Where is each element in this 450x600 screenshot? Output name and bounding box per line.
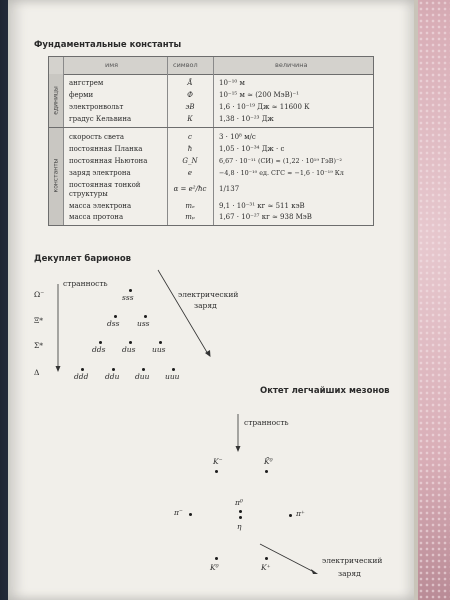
meson-label: K⁻ xyxy=(213,457,223,466)
row-symbol: α = e²/ħc xyxy=(173,185,207,193)
row-value: 9,1 · 10⁻³¹ кг ≈ 511 кэВ xyxy=(219,202,305,210)
row-symbol: mₚ xyxy=(185,213,195,221)
meson-dot xyxy=(239,510,242,513)
particle-label: dus xyxy=(122,345,136,354)
constants-title: Фундаментальные константы xyxy=(34,40,182,50)
octet-title: Октет легчайших мезонов xyxy=(260,386,390,396)
row-symbol: Å xyxy=(187,79,193,87)
particle-label: uss xyxy=(137,319,150,328)
group-label-units: единицы xyxy=(52,86,60,115)
column-header-value: величина xyxy=(275,61,308,69)
particle-dot xyxy=(112,368,115,371)
page-edge xyxy=(414,0,418,600)
row-name: масса протона xyxy=(69,213,124,221)
row-symbol: e xyxy=(187,169,193,177)
particle-dot xyxy=(142,368,145,371)
particle-label: dss xyxy=(107,319,120,328)
meson-label: K̄⁰ xyxy=(264,457,273,466)
column-header-name: имя xyxy=(105,61,119,69)
meson-label: K⁺ xyxy=(261,563,271,572)
row-name: постоянная тонкой xyxy=(69,181,141,189)
book-page xyxy=(8,0,414,600)
octet-strangeness-label: странность xyxy=(244,418,289,427)
meson-dot xyxy=(215,470,218,473)
particle-dot xyxy=(81,368,84,371)
column-header-symbol: символ xyxy=(173,61,198,69)
row-name: постоянная Ньютона xyxy=(69,157,148,165)
meson-label: η xyxy=(237,522,242,531)
particle-label: ddu xyxy=(105,372,120,381)
octet-charge-label: заряд xyxy=(338,569,361,578)
row-symbol: ħ xyxy=(187,145,193,153)
group-label-constants: константы xyxy=(52,158,60,193)
meson-label: π⁺ xyxy=(296,509,305,518)
meson-label: π⁻ xyxy=(174,508,183,517)
row-name: градус Кельвина xyxy=(69,115,132,123)
row-value: 1,38 · 10⁻²³ Дж xyxy=(219,115,274,123)
particle-label: uus xyxy=(152,345,166,354)
meson-label: K⁰ xyxy=(210,563,219,572)
particle-label: ddd xyxy=(74,372,89,381)
meson-dot xyxy=(239,516,242,519)
particle-label: duu xyxy=(135,372,150,381)
particle-dot xyxy=(129,341,132,344)
row-value: 3 · 10⁸ м/с xyxy=(219,133,256,141)
particle-dot xyxy=(159,341,162,344)
meson-dot xyxy=(265,557,268,560)
row-label-delta: Δ xyxy=(34,368,40,377)
particle-label: uuu xyxy=(165,372,180,381)
row-name: ангстрем xyxy=(69,79,104,87)
row-symbol: эВ xyxy=(185,103,195,111)
row-name: масса электрона xyxy=(69,202,132,210)
row-symbol: mₑ xyxy=(185,202,195,210)
particle-dot xyxy=(172,368,175,371)
meson-label: π⁰ xyxy=(235,498,243,507)
meson-dot xyxy=(265,470,268,473)
row-name: электронвольт xyxy=(69,103,124,111)
particle-dot xyxy=(144,315,147,318)
row-name: скорость света xyxy=(69,133,125,141)
row-value: 10⁻¹⁰ м xyxy=(219,79,245,87)
particle-dot xyxy=(99,341,102,344)
meson-dot xyxy=(189,513,192,516)
row-value: 6,67 · 10⁻¹¹ (СИ) ≈ (1,22 · 10¹⁹ ГэВ)⁻² xyxy=(219,157,342,165)
decuplet-strangeness-label: странность xyxy=(63,279,108,288)
row-label-sigma: Σ* xyxy=(34,341,44,350)
row-name: заряд электрона xyxy=(69,169,131,177)
decuplet-charge-label: заряд xyxy=(194,301,217,310)
row-symbol: c xyxy=(188,133,192,141)
row-label-omega: Ω⁻ xyxy=(34,290,45,299)
row-name: структуры xyxy=(69,190,108,198)
row-value: 1,05 · 10⁻³⁴ Дж · с xyxy=(219,145,285,153)
octet-charge-label: электрический xyxy=(322,556,383,565)
row-symbol: G_N xyxy=(182,157,198,165)
particle-dot xyxy=(114,315,117,318)
row-label-xi: Ξ* xyxy=(34,316,44,325)
row-name: ферми xyxy=(69,91,94,99)
row-value: 10⁻¹⁵ м ≈ (200 МэВ)⁻¹ xyxy=(219,91,299,99)
particle-dot xyxy=(129,289,132,292)
particle-label: dds xyxy=(92,345,106,354)
meson-dot xyxy=(215,557,218,560)
row-name: постоянная Планка xyxy=(69,145,143,153)
row-symbol: Ф xyxy=(187,91,193,99)
row-value: 1,67 · 10⁻²⁷ кг ≈ 938 МэВ xyxy=(219,213,312,221)
meson-dot xyxy=(289,514,292,517)
row-symbol: К xyxy=(187,115,193,123)
decuplet-charge-label: электрический xyxy=(178,290,239,299)
particle-label: sss xyxy=(122,293,134,302)
row-value: −4,8 · 10⁻¹⁰ ед. СГС ≈ −1,6 · 10⁻¹⁹ Кл xyxy=(219,169,344,177)
decuplet-title: Декуплет барионов xyxy=(34,254,132,264)
diagram-arrows xyxy=(8,0,414,600)
row-value: 1,6 · 10⁻¹⁹ Дж ≈ 11600 К xyxy=(219,103,310,111)
row-value: 1/137 xyxy=(219,185,240,193)
